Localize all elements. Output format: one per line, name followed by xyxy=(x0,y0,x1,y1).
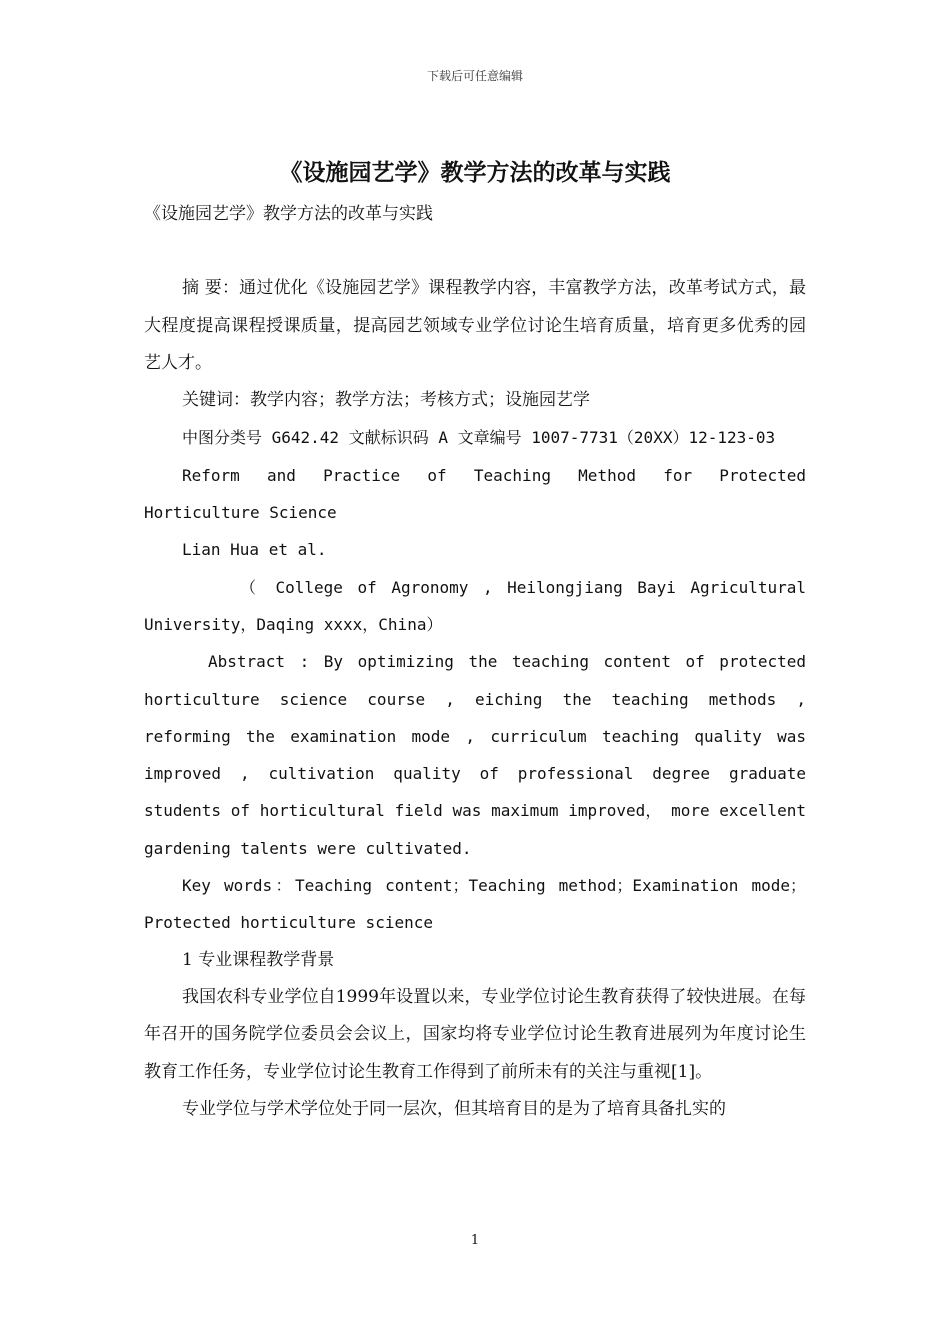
page-header-note: 下载后可任意编辑 xyxy=(426,69,523,83)
section-1-paragraph-2: 专业学位与学术学位处于同一层次，但其培育目的是为了培育具备扎实的 xyxy=(182,1098,726,1119)
section-1-heading: 1 专业课程教学背景 xyxy=(182,949,335,970)
english-title: Reform and Practice of Teaching Method for Protected Horticulture Science xyxy=(144,465,806,523)
subtitle: 《设施园艺学》教学方法的改革与实践 xyxy=(144,204,433,224)
page-number: 1 xyxy=(470,1233,480,1248)
english-affiliation: （ College of Agronomy , Heilongjiang Bayi Agricultural University，Daqing xxxx，China） xyxy=(144,577,806,634)
document-body xyxy=(144,196,806,1128)
spacer xyxy=(144,233,806,270)
section-1-paragraph-1: 我国农科专业学位自1999年设置以来，专业学位讨论生教育获得了较快进展。在每年召开的国务院学位委员会会议上，国家均将专业学位讨论生教育进展列为年度讨论生教育工作任务，专业学位讨论生教育工作得到了前所未有的关注与重视[1]。 xyxy=(144,986,806,1082)
keywords-cn: 关键词：教学内容；教学方法；考核方式；设施园艺学 xyxy=(182,390,590,411)
english-author: Lian Hua et al. xyxy=(182,540,327,560)
document-title: 《设施园艺学》教学方法的改革与实践 xyxy=(279,159,671,186)
abstract-cn: 摘 要：通过优化《设施园艺学》课程教学内容，丰富教学方法，改革考试方式，最大程度提高课程授课质量，提高园艺领域专业学位讨论生培育质量，培育更多优秀的园艺人才。 xyxy=(144,278,806,373)
keywords-en: Key words：Teaching content；Teaching method；Examination mode；Protected horticulture science xyxy=(144,876,806,933)
abstract-en: Abstract : By optimizing the teaching content of protected horticulture science course , eiching the teaching methods , reforming the examination mode , curriculum teaching quality was improved , cultivation quality of professional degree graduate students of horticultural field was maximum improved， more excellent gardening talents were cultivated. xyxy=(144,652,806,858)
classification-line: 中图分类号 G642.42 文献标识码 A 文章编号 1007-7731（20XX）12-123-03 xyxy=(182,428,776,448)
